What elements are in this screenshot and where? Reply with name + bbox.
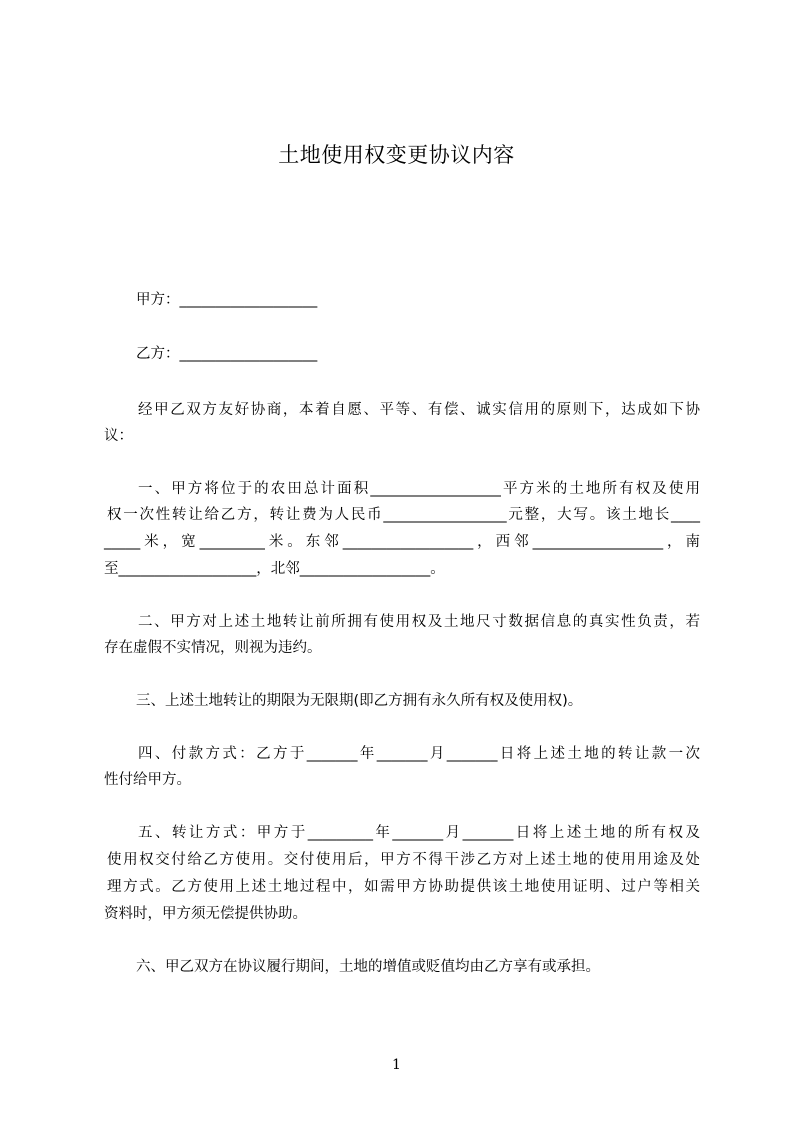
clause-4-line-2: 性付给甲方。 — [104, 772, 191, 788]
clause-2-line-2: 存在虚假不实情况，则视为违约。 — [104, 640, 322, 656]
clause-1-line-2: 权一次性转让给乙方，转让费为人民币_________________元整，大写。该土地长____ — [107, 507, 700, 523]
clause-5-line-4: 资料时，甲方须无偿提供协助。 — [104, 906, 307, 922]
intro-line-1: 经甲乙双方友好协商，本着自愿、平等、有偿、诚实信用的原则下，达成如下协 — [138, 402, 700, 418]
clause-1-line-4: 至___________________，北邻__________________。 — [104, 561, 445, 577]
clause-2-line-1: 二、甲方对上述土地转让前所拥有使用权及土地尺寸数据信息的真实性负责，若 — [138, 614, 700, 630]
clause-5-line-2: 使用权交付给乙方使用。交付使用后，甲方不得干涉乙方对上述土地的使用用途及处 — [107, 852, 700, 868]
document-title: 土地使用权变更协议内容 — [278, 143, 515, 167]
clause-4-line-1: 四、付款方式：乙方于_______年_______月_______日将上述土地的转让款一次 — [138, 746, 700, 762]
clause-3-line-1: 三、上述土地转让的期限为无限期(即乙方拥有永久所有权及使用权)。 — [136, 693, 583, 709]
party-a-line: 甲方：___________________ — [136, 292, 318, 308]
clause-1-line-3: _____米，宽_________米。东邻__________________，西邻__________________，南 — [104, 534, 700, 550]
clause-5-line-3: 理方式。乙方使用上述土地过程中，如需甲方协助提供该土地使用证明、过户等相关 — [107, 879, 700, 895]
party-b-line: 乙方：___________________ — [136, 346, 318, 362]
clause-1-line-1: 一、甲方将位于的农田总计面积__________________平方米的土地所有权及使用 — [138, 481, 700, 497]
clause-6-line-1: 六、甲乙双方在协议履行期间，土地的增值或贬值均由乙方享有或承担。 — [136, 959, 600, 975]
clause-5-line-1: 五、转让方式：甲方于_________年_______月_______日将上述土地的所有权及 — [138, 825, 700, 841]
page-number: 1 — [392, 1057, 401, 1073]
intro-line-2: 议： — [104, 428, 133, 444]
